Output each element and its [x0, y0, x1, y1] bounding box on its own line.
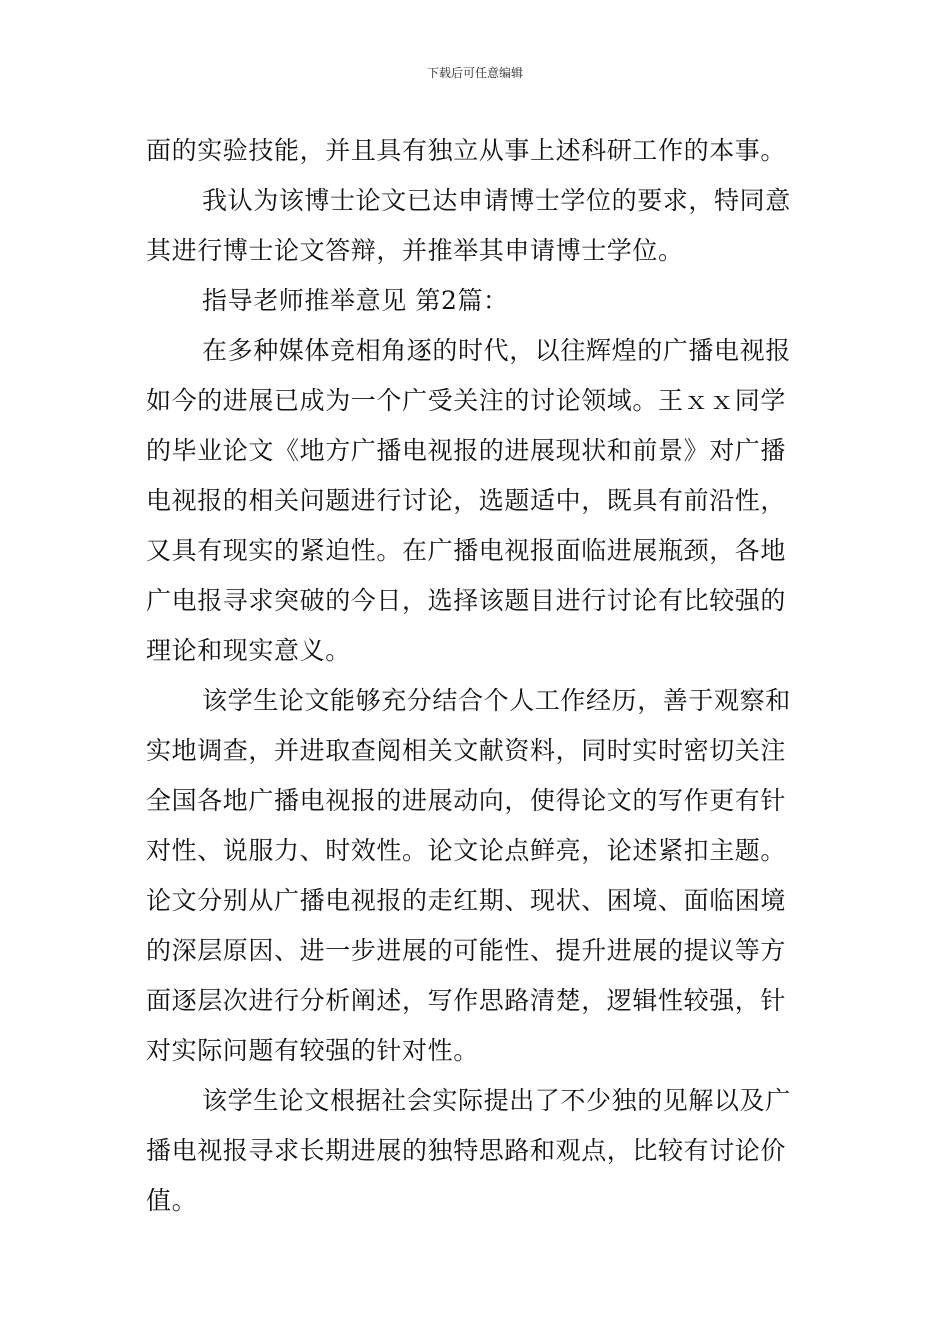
text-line: 对性、说服力、时效性。论文论点鲜亮，论述紧扣主题。	[146, 836, 787, 865]
text-line: 广电报寻求突破的今日，选择该题目进行讨论有比较强的	[146, 586, 787, 615]
page-header: 下载后可任意编辑	[426, 66, 523, 80]
text-line: 电视报的相关问题进行讨论，选题适中，既具有前沿性，	[146, 486, 787, 515]
text-line: 值。	[146, 1186, 198, 1215]
text-line: 面逐层次进行分析阐述，写作思路清楚，逻辑性较强，针	[146, 986, 787, 1015]
document-body	[146, 126, 806, 1226]
text-line: 其进行博士论文答辩，并推举其申请博士学位。	[146, 236, 684, 265]
text-line: 的深层原因、进一步进展的可能性、提升进展的提议等方	[146, 936, 787, 965]
text-line: 实地调查，并进取查阅相关文献资料，同时实时密切关注	[146, 736, 787, 765]
text-line: 在多种媒体竞相角逐的时代，以往辉煌的广播电视报	[202, 336, 791, 365]
text-line: 播电视报寻求长期进展的独特思路和观点，比较有讨论价	[146, 1136, 787, 1165]
text-line: 全国各地广播电视报的进展动向，使得论文的写作更有针	[146, 786, 787, 815]
text-line: 对实际问题有较强的针对性。	[146, 1036, 479, 1065]
text-line: 该学生论文能够充分结合个人工作经历，善于观察和	[202, 686, 791, 715]
text-line: 我认为该博士论文已达申请博士学位的要求，特同意	[202, 186, 791, 215]
section-heading: 指导老师推举意见 第2篇：	[202, 286, 509, 315]
text-line: 又具有现实的紧迫性。在广播电视报面临进展瓶颈，各地	[146, 536, 787, 565]
text-line: 的毕业论文《地方广播电视报的进展现状和前景》对广播	[146, 436, 787, 465]
text-line: 如今的进展已成为一个广受关注的讨论领域。王ｘｘ同学	[146, 386, 787, 415]
text-line: 该学生论文根据社会实际提出了不少独的见解以及广	[202, 1086, 791, 1115]
text-line: 理论和现实意义。	[146, 636, 351, 665]
text-line: 论文分别从广播电视报的走红期、现状、困境、面临困境	[146, 886, 787, 915]
text-line: 面的实验技能，并且具有独立从事上述科研工作的本事。	[146, 136, 787, 165]
